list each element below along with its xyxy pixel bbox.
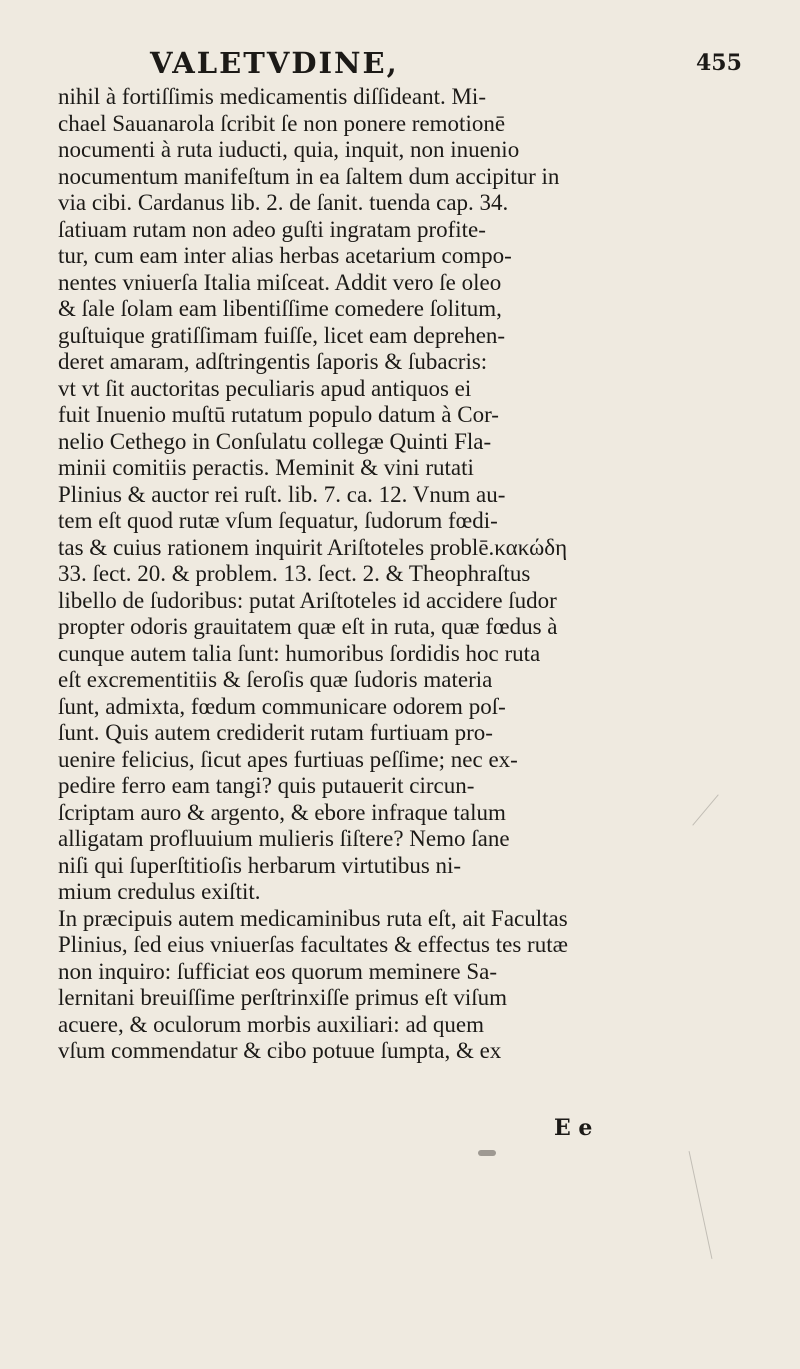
- text-line: tur, cum eam inter alias herbas acetarium compo-: [58, 243, 512, 268]
- text-line: fuit Inuenio muſtū rutatum populo datum à Cor-: [58, 402, 499, 427]
- text-line: ſunt, admixta, fœdum communicare odorem poſ-: [58, 693, 506, 719]
- text-line: pedire ferro eam tangi? quis putauerit circun-: [58, 773, 475, 798]
- text-line: via cibi. Cardanus lib. 2. de ſanit. tuenda cap. 34.: [58, 190, 509, 215]
- page-number: 455: [696, 50, 742, 76]
- text-line: ſatiuam rutam non adeo guſti ingratam profite-: [58, 216, 486, 242]
- text-line: nelio Cethego in Conſulatu collegæ Quinti Fla-: [58, 428, 492, 454]
- text-line: guſtuique gratiſſimam fuiſſe, licet eam deprehen-: [58, 322, 506, 348]
- text-line: niſi qui ſuperſtitioſis herbarum virtutibus ni-: [58, 852, 462, 878]
- text-line: 33. ſect. 20. & problem. 13. ſect. 2. & Theophraſtus: [58, 561, 531, 586]
- text-line: ſunt. Quis autem crediderit rutam furtiuam pro-: [58, 720, 493, 745]
- text-line: nocumenti à ruta iuducti, quia, inquit, non inuenio: [58, 137, 520, 162]
- text-line: alligatam profluuium mulieris ſiſtere? Nemo ſane: [58, 826, 510, 851]
- text-line: mium credulus exiſtit.: [58, 879, 261, 904]
- text-line: chael Sauanarola ſcribit ſe non ponere remotionē: [58, 110, 506, 136]
- text-line: uenire felicius, ſicut apes furtiuas peſſime; nec ex-: [58, 746, 518, 772]
- text-line: propter odoris grauitatem quæ eſt in ruta, quæ fœdus à: [58, 614, 558, 639]
- text-line: nihil à fortiſſimis medicamentis diſſideant. Mi-: [58, 84, 486, 109]
- text-line: eſt excrementitiis & ſeroſis quæ ſudoris materia: [58, 667, 493, 692]
- body-text: [58, 84, 800, 1065]
- text-line: minii comitiis peractis. Meminit & vini rutati: [58, 455, 474, 480]
- text-line: vſum commendatur & cibo potuue ſumpta, & ex: [58, 1038, 502, 1063]
- running-header: VALETVDINE,: [150, 46, 399, 80]
- text-line: deret amaram, adſtringentis ſaporis & ſubacris:: [58, 349, 488, 374]
- text-line: Plinius & auctor rei ruſt. lib. 7. ca. 12. Vnum au-: [58, 481, 506, 507]
- text-line: libello de ſudoribus: putat Ariſtoteles id accidere ſudor: [58, 587, 557, 613]
- text-line: In præcipuis autem medicaminibus ruta eſt, ait Facultas: [58, 905, 568, 931]
- text-line: ſcriptam auro & argento, & ebore infraque talum: [58, 799, 506, 825]
- catchword: E e: [554, 1115, 593, 1141]
- text-line: acuere, & oculorum morbis auxiliari: ad quem: [58, 1011, 485, 1037]
- text-line: non inquiro: ſufficiat eos quorum meminere Sa-: [58, 958, 498, 984]
- paper-scratch: [689, 1151, 713, 1259]
- text-line: nocumentum manifeſtum in ea ſaltem dum accipitur in: [58, 163, 560, 189]
- ink-mark: [478, 1150, 496, 1156]
- text-line: nentes vniuerſa Italia miſceat. Addit vero ſe oleo: [58, 269, 502, 295]
- text-line: tas & cuius rationem inquirit Ariſtoteles problē.κακώδη: [58, 534, 568, 560]
- text-line: cunque autem talia ſunt: humoribus ſordidis hoc ruta: [58, 640, 541, 666]
- text-line: Plinius, ſed eius vniuerſas facultates & effectus tes rutæ: [58, 932, 568, 957]
- text-line: vt vt ſit auctoritas peculiaris apud antiquos ei: [58, 375, 472, 401]
- text-line: tem eſt quod rutæ vſum ſequatur, ſudorum fœdi-: [58, 508, 498, 533]
- text-line: & ſale ſolam eam libentiſſime comedere ſolitum,: [58, 296, 502, 321]
- text-line: lernitani breuiſſime perſtrinxiſſe primus eſt viſum: [58, 985, 508, 1010]
